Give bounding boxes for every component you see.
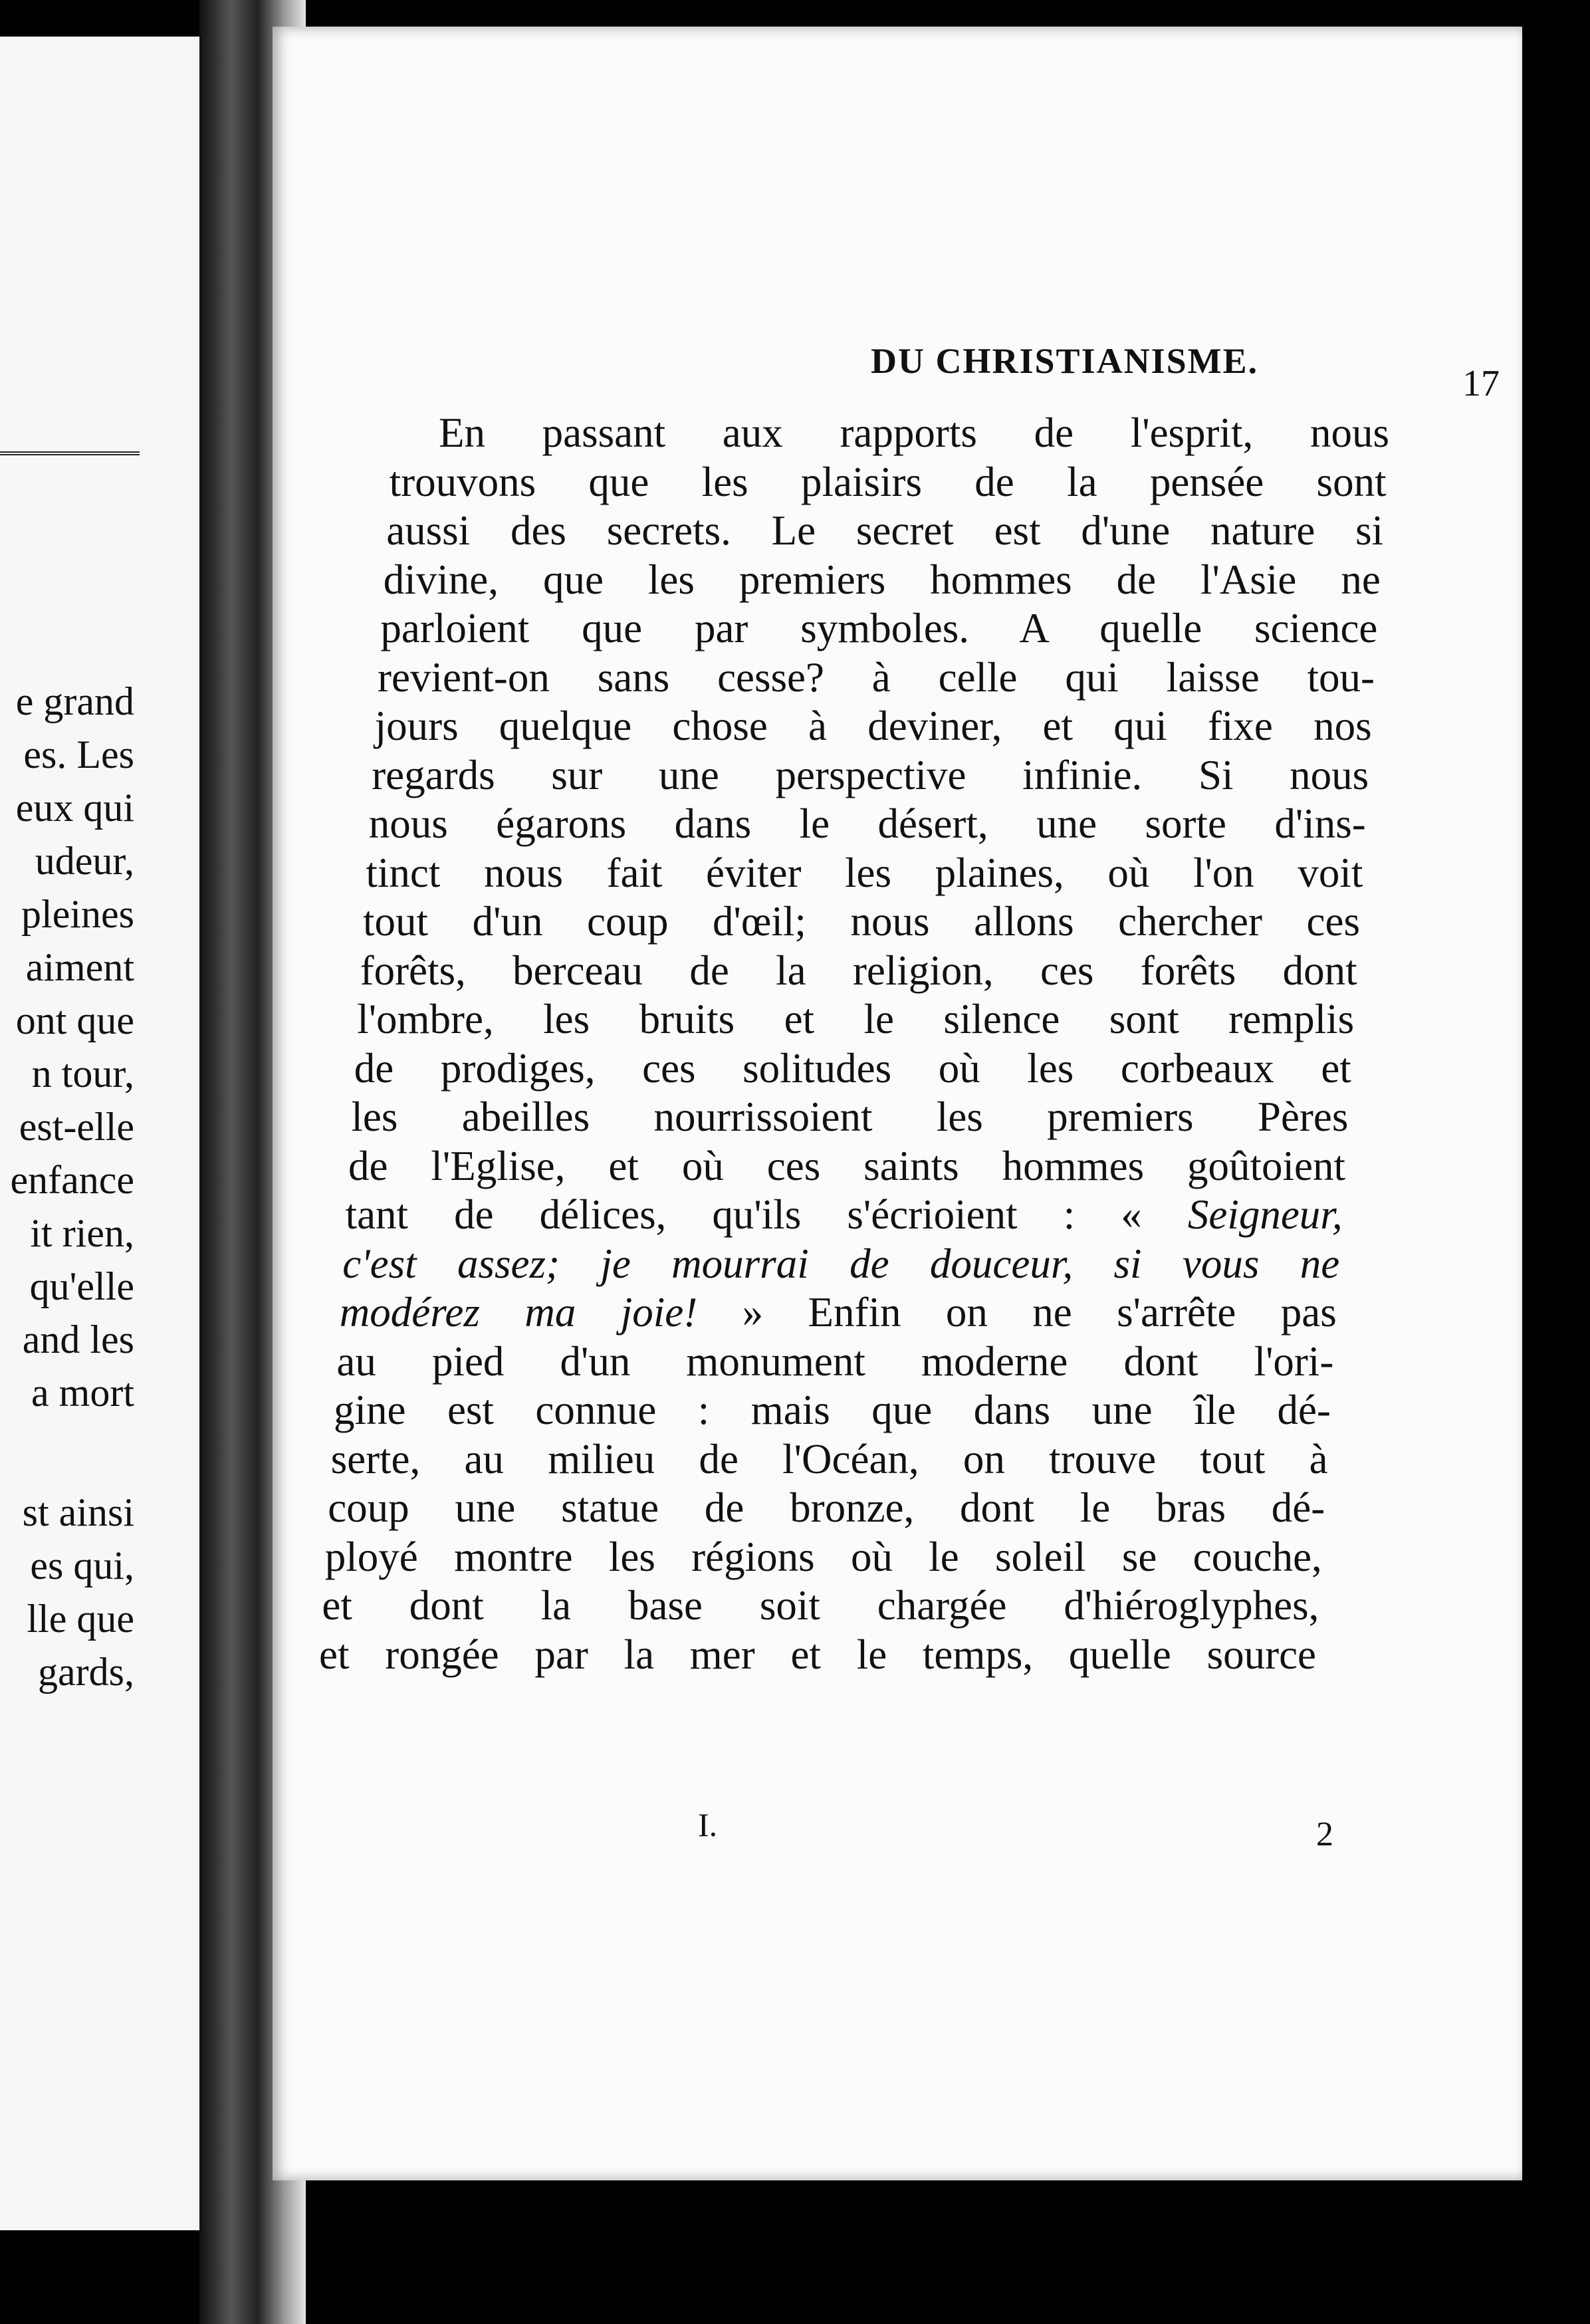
text-span: les abeilles nourrissoient les premiers Pères [351, 1094, 1349, 1140]
text-span: tout d'un coup d'œil; nous allons chercher ces [363, 898, 1360, 945]
text-line [380, 605, 1378, 651]
left-page [0, 37, 199, 2230]
left-page-fragment: pleines [21, 892, 134, 936]
left-page-fragment: qu'elle [29, 1264, 134, 1308]
italic-text: c'est assez; je mourrai de douceur, si vous ne [342, 1240, 1340, 1287]
text-line [334, 1389, 1331, 1431]
text-line [375, 705, 1372, 747]
text-line [366, 849, 1363, 896]
text-line [378, 653, 1375, 701]
text-line [363, 898, 1360, 945]
text-line [357, 998, 1354, 1040]
left-page-fragment: eux qui [15, 786, 134, 830]
left-page-fragment: aiment [25, 945, 134, 989]
text-line [439, 409, 1389, 456]
text-line [342, 1240, 1340, 1287]
text-span: au pied d'un monument moderne dont l'ori- [336, 1337, 1334, 1385]
left-page-fragment: lle que [27, 1597, 134, 1641]
text-span: et dont la base soit chargée d'hiéroglyphes, [322, 1582, 1319, 1629]
ornament-rule [0, 435, 140, 455]
left-page-fragment: and les [22, 1318, 134, 1361]
left-page-fragment: st ainsi [22, 1490, 134, 1534]
text-span: jours quelque chose à deviner, et qui fixe nos [374, 703, 1372, 749]
text-span: gine est connue : mais que dans une île dé- [334, 1387, 1331, 1433]
text-line [330, 1435, 1328, 1482]
signature-number: 2 [1316, 1815, 1333, 1853]
text-span: coup une statue de bronze, dont le bras dé- [328, 1484, 1325, 1531]
text-line [339, 1289, 1337, 1336]
text-span: trouvons que les plaisirs de la pensée sont [389, 458, 1387, 505]
text-line [324, 1533, 1322, 1580]
text-span: forêts, berceau de la religion, ces forêts dont [360, 947, 1357, 994]
left-page-fragment: e grand [15, 679, 134, 723]
left-page-fragment: es. Les [23, 733, 134, 776]
text-line [354, 1044, 1351, 1092]
text-span: et rongée par la mer et le temps, quelle source [319, 1631, 1316, 1678]
text-span: En passant aux rapports de l'esprit, nous [439, 409, 1389, 456]
left-page-fragment: enfance [10, 1158, 134, 1202]
text-line [348, 1142, 1345, 1189]
text-line [372, 751, 1369, 798]
signature-mark: I. [698, 1806, 718, 1843]
left-page-fragment: est-elle [19, 1105, 134, 1149]
text-line [322, 1582, 1319, 1629]
text-span: revient-on sans cesse? à celle qui laisse tou- [378, 653, 1375, 701]
text-line [319, 1631, 1316, 1678]
text-span: regards sur une perspective infinie. Si nous [372, 751, 1369, 798]
left-page-fragment: udeur, [35, 839, 134, 883]
text-span: nous égarons dans le désert, une sorte d'ins- [368, 800, 1366, 847]
text-line [328, 1484, 1325, 1531]
text-span: aussi des secrets. Le secret est d'une nature si [386, 507, 1384, 554]
text-span: divine, que les premiers hommes de l'Asie ne [383, 556, 1381, 603]
text-line [345, 1191, 1343, 1238]
page-number: 17 [1462, 363, 1500, 404]
text-line [351, 1096, 1348, 1138]
left-page-fragment: n tour, [31, 1052, 134, 1096]
text-line [383, 556, 1381, 603]
text-line [389, 458, 1387, 505]
left-page-fragment: ont que [15, 998, 134, 1042]
text-span: » Enfin on ne s'arrête pas [697, 1289, 1337, 1336]
text-span: tant de délices, qu'ils s'écrioient : « [345, 1191, 1188, 1238]
text-span: ployé montre les régions où le soleil se couche, [324, 1533, 1322, 1580]
text-span: de l'Eglise, et où ces saints hommes goûtoient [348, 1142, 1345, 1189]
text-span: parloient que par symboles. A quelle science [380, 605, 1378, 651]
text-span: serte, au milieu de l'Océan, on trouve tout à [330, 1435, 1328, 1482]
text-line [360, 947, 1357, 994]
text-span: de prodiges, ces solitudes où les corbeaux et [354, 1044, 1351, 1092]
text-span: tinct nous fait éviter les plaines, où l'on voit [366, 849, 1363, 896]
text-line [368, 800, 1366, 847]
text-span: l'ombre, les bruits et le silence sont remplis [357, 996, 1355, 1042]
running-header: DU CHRISTIANISME. [871, 341, 1259, 381]
italic-text: modérez ma joie! [339, 1289, 698, 1336]
left-page-fragment: es qui, [30, 1544, 134, 1587]
right-page [273, 27, 1522, 2180]
left-page-fragment: a mort [31, 1371, 134, 1415]
left-page-fragment: it rien, [30, 1211, 134, 1255]
text-line [336, 1337, 1334, 1385]
italic-text: Seigneur, [1187, 1191, 1343, 1238]
left-page-fragment: gards, [38, 1650, 134, 1694]
text-line [386, 507, 1384, 554]
